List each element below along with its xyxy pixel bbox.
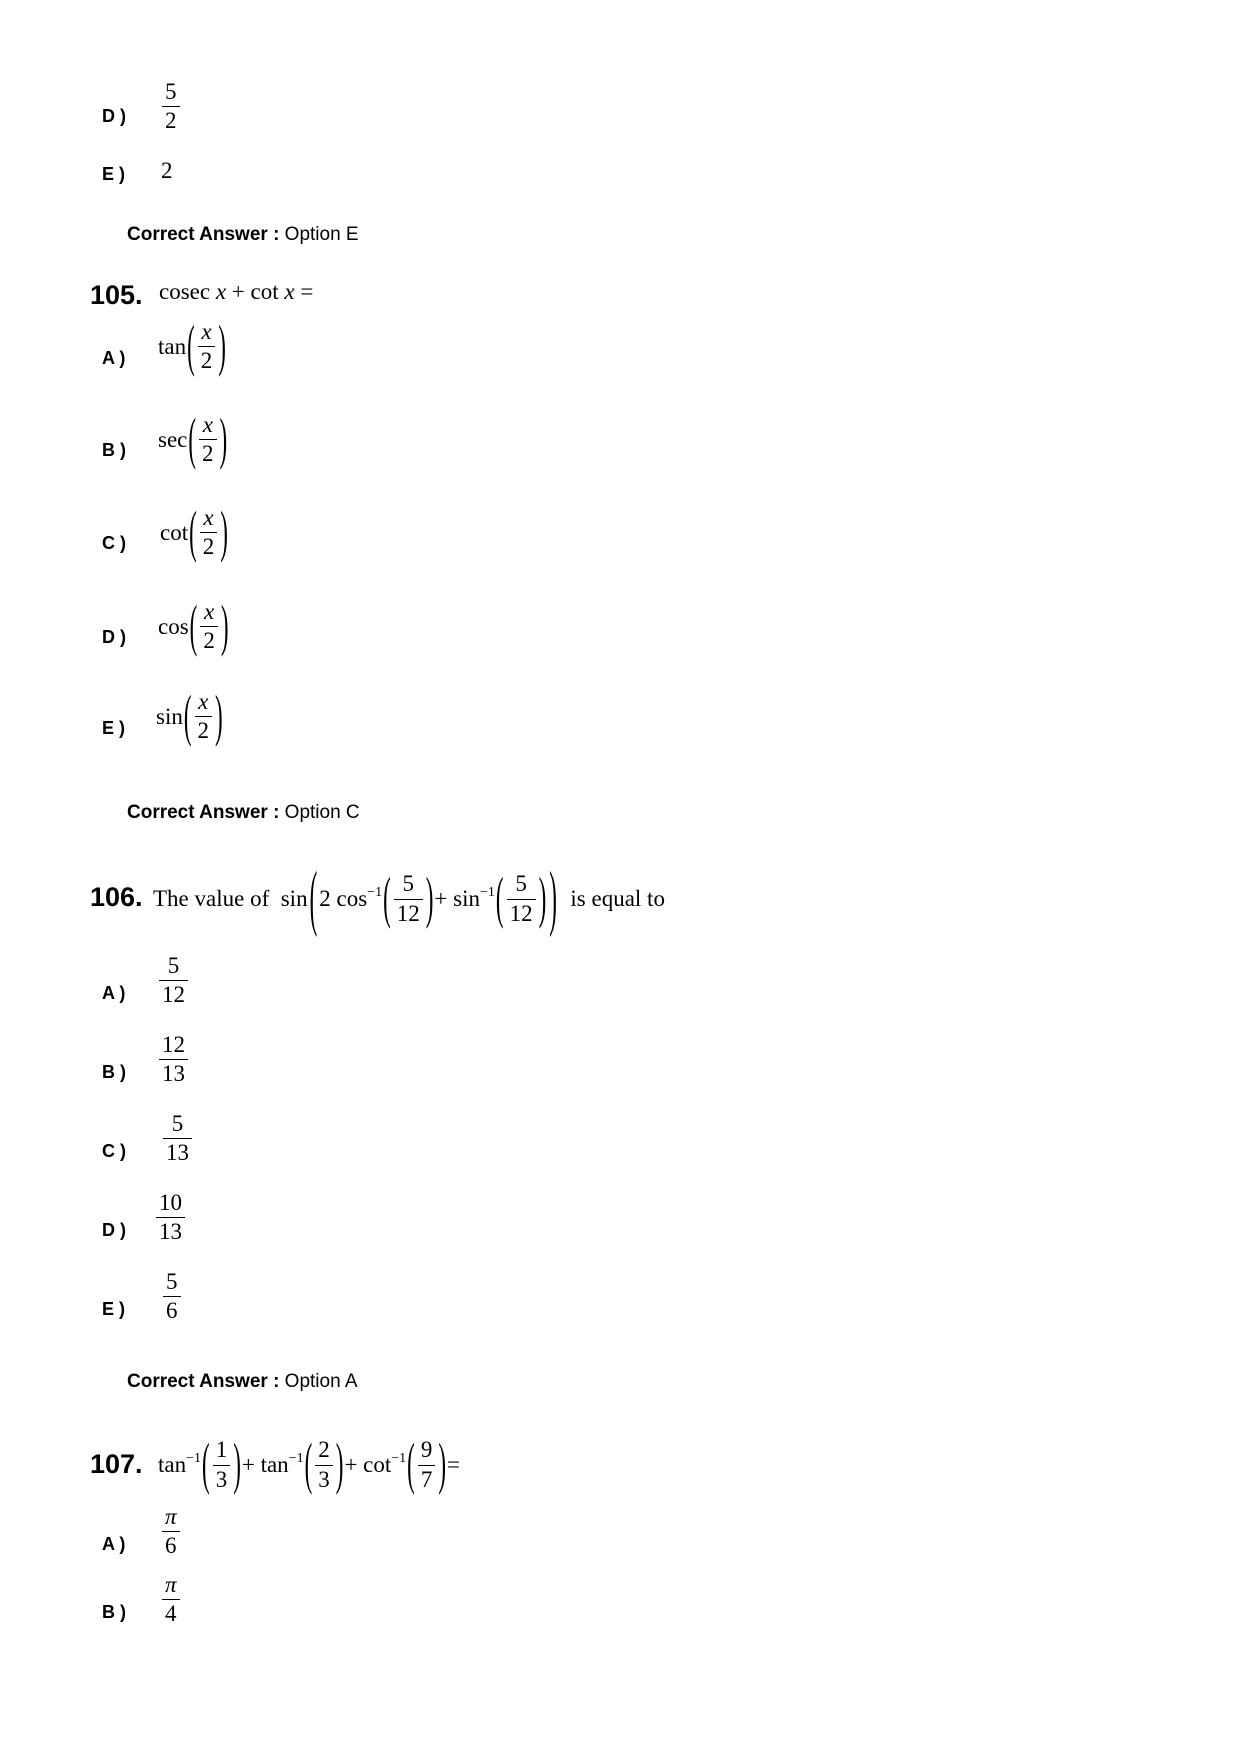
answer-value: Option E — [279, 224, 359, 245]
plus-cot: + cot — [344, 1452, 392, 1477]
answer-label: Correct Answer : — [127, 1371, 280, 1392]
plus-sin: + sin — [434, 886, 480, 911]
denominator: 12 — [507, 899, 536, 926]
denominator: 2 — [198, 346, 216, 373]
var-x: x — [215, 279, 227, 304]
func-name: sec — [158, 426, 188, 452]
numerator: 9 — [420, 1437, 433, 1463]
func-sin: sin — [280, 886, 308, 911]
numerator: x — [203, 505, 214, 530]
option-letter-d: D ) — [102, 1220, 126, 1240]
option-letter-e: E ) — [102, 1299, 126, 1319]
option-d-value — [154, 1191, 187, 1244]
inverse-exponent: −1 — [479, 885, 495, 900]
inverse-exponent: −1 — [186, 1451, 202, 1466]
numerator: x — [202, 412, 213, 437]
numerator: 1 — [215, 1437, 228, 1463]
numerator: 5 — [515, 871, 527, 897]
equals-sign: = — [447, 1452, 460, 1477]
question-suffix: is equal to — [570, 886, 665, 911]
option-letter-d: D ) — [102, 106, 126, 126]
numerator: 10 — [159, 1190, 182, 1215]
func-2cos: 2 cos — [319, 886, 368, 911]
option-d-value: cos ( $\frac{x}{2}$ ) — [158, 594, 229, 657]
numerator: 12 — [162, 1032, 185, 1057]
option-b-value — [160, 1573, 182, 1626]
numerator: x — [201, 319, 212, 344]
denominator: 12 — [394, 899, 423, 926]
correct-answer-106 — [127, 1371, 358, 1393]
question-106-text: The value of sin ( 2 cos $^{-1}$ ( $\frac{5}{12}$ ) + sin $^{-1}$ ( $\frac{5}{12}$ ) ) is equal to — [153, 857, 665, 938]
plus-tan: + tan — [241, 1452, 289, 1477]
option-b-value: sec ( $\frac{x}{2}$ ) — [158, 407, 228, 470]
denominator: 2 — [195, 716, 213, 743]
numerator: π — [165, 1504, 177, 1529]
var-x: x — [284, 279, 295, 304]
question-number-106: 106. — [90, 882, 143, 912]
denominator: 2 — [199, 439, 217, 466]
question-107-text: tan $^{-1}$ ( $\frac{1}{3}$ ) + tan $^{-1}$ ( $\frac{2}{3}$ ) + cot $^{-1}$ ( $\frac{9}{7}$ ) = — [158, 1432, 460, 1495]
option-letter-b: B ) — [102, 440, 126, 460]
question-number-107: 107. — [90, 1449, 143, 1479]
option-letter-c: C ) — [102, 533, 126, 553]
func-name: cos — [158, 613, 189, 639]
numerator: 5 — [171, 1111, 184, 1136]
option-letter-b: B ) — [102, 1062, 126, 1082]
equals-sign: = — [300, 279, 314, 304]
numerator: 2 — [318, 1437, 330, 1463]
option-letter-c: C ) — [102, 1141, 126, 1161]
denominator: 3 — [213, 1465, 231, 1492]
correct-answer-104 — [127, 224, 359, 246]
answer-label: Correct Answer : — [127, 224, 280, 245]
option-d-value — [160, 80, 182, 133]
numerator: x — [203, 599, 215, 624]
answer-label: Correct Answer : — [127, 802, 280, 823]
numerator: x — [198, 689, 209, 714]
inverse-exponent: −1 — [288, 1451, 304, 1466]
denominator: 6 — [163, 1296, 181, 1323]
option-e-value: sin ( $\frac{x}{2}$ ) — [156, 684, 223, 747]
func-cosec: cosec — [159, 279, 211, 304]
denominator: 12 — [159, 980, 188, 1007]
denominator: 2 — [162, 106, 180, 133]
func-name: tan — [158, 333, 187, 359]
denominator: 13 — [156, 1217, 185, 1244]
option-e-value — [161, 1270, 183, 1323]
numerator: 5 — [166, 1269, 178, 1294]
numerator: 5 — [167, 953, 180, 978]
numerator: 5 — [165, 79, 177, 104]
inverse-exponent: −1 — [391, 1451, 407, 1466]
func-name: sin — [156, 703, 183, 729]
option-letter-a: A ) — [102, 1534, 126, 1554]
plus-sign: + — [231, 279, 245, 304]
denominator: 13 — [159, 1059, 188, 1086]
question-105-text — [159, 279, 313, 305]
denominator: 13 — [163, 1138, 192, 1165]
option-c-value — [161, 1112, 194, 1165]
denominator: 4 — [162, 1599, 180, 1626]
answer-value: Option C — [279, 802, 360, 823]
correct-answer-105 — [127, 802, 360, 824]
func-name: cot — [160, 519, 189, 545]
option-a-value: tan ( $\frac{x}{2}$ ) — [158, 314, 226, 377]
denominator: 7 — [418, 1465, 436, 1492]
option-a-value — [160, 1505, 182, 1558]
option-e-value: 2 — [161, 158, 173, 183]
func-tan: tan — [158, 1452, 187, 1477]
func-cot: cot — [250, 279, 279, 304]
question-prefix: The value of — [153, 886, 270, 911]
denominator: 6 — [162, 1531, 180, 1558]
option-b-value — [157, 1033, 190, 1086]
option-letter-e: E ) — [102, 718, 126, 738]
option-c-value: cot ( $\frac{x}{2}$ ) — [160, 500, 228, 563]
option-letter-a: A ) — [102, 983, 126, 1003]
option-letter-e: E ) — [102, 164, 126, 184]
option-letter-d: D ) — [102, 627, 126, 647]
inverse-exponent: −1 — [367, 885, 383, 900]
numerator: π — [165, 1572, 177, 1597]
question-number-105: 105. — [90, 280, 143, 310]
numerator: 5 — [402, 871, 414, 897]
option-letter-a: A ) — [102, 348, 126, 368]
denominator: 2 — [200, 532, 218, 559]
denominator: 3 — [315, 1465, 333, 1492]
option-letter-b: B ) — [102, 1602, 126, 1622]
denominator: 2 — [200, 626, 218, 653]
fraction — [162, 80, 180, 133]
answer-value: Option A — [279, 1371, 358, 1392]
option-a-value — [157, 954, 190, 1007]
